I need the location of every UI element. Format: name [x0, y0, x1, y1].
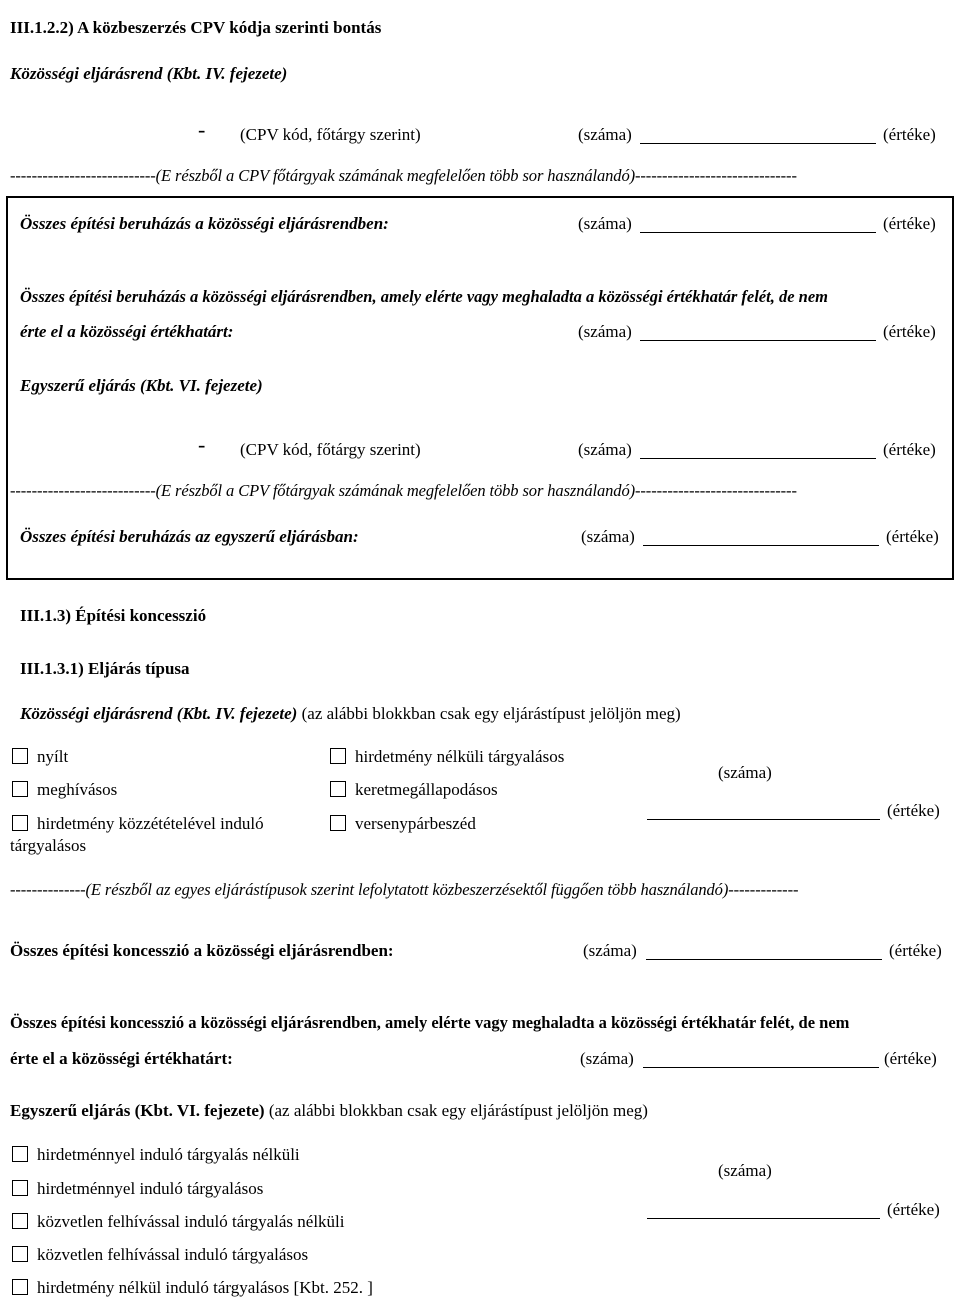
checkbox-option-1[interactable]: [12, 1146, 28, 1162]
count-label: (száma): [578, 440, 632, 459]
option-label: hirdetmény nélküli tárgyalásos: [355, 747, 565, 766]
value-field[interactable]: [647, 819, 880, 820]
value-label: (értéke): [883, 125, 936, 144]
option-label: keretmegállapodásos: [355, 780, 498, 799]
count-label: (száma): [578, 322, 632, 341]
cpv-label: (CPV kód, főtárgy szerint): [240, 125, 421, 144]
value-label: (értéke): [886, 527, 939, 546]
option-label: meghívásos: [37, 780, 118, 799]
regime-note: (az alábbi blokkban csak egy eljárástípust jelöljön meg): [268, 1101, 648, 1120]
option-label: hirdetmény nélkül induló tárgyalásos [Kbt. 252. ]: [37, 1278, 373, 1297]
option-label-cont: tárgyalásos: [10, 836, 87, 855]
checkbox-restricted[interactable]: [12, 781, 28, 797]
value-field[interactable]: [640, 143, 876, 144]
repeat-note: ---------------------------(E részből a CPV főtárgyak számának megfelelően több sor használandó)------------------------------: [10, 481, 797, 500]
option-label: versenypárbeszéd: [355, 814, 476, 833]
value-field[interactable]: [640, 340, 876, 341]
checkbox-competitive-dialogue[interactable]: [330, 815, 346, 831]
count-label: (száma): [578, 125, 632, 144]
option-label: hirdetménnyel induló tárgyalásos: [37, 1179, 264, 1198]
row-bullet: -: [198, 117, 206, 142]
repeat-note: ---------------------------(E részből a CPV főtárgyak számának megfelelően több sor használandó)------------------------------: [10, 166, 797, 185]
count-label: (száma): [581, 527, 635, 546]
option-label: hirdetménnyel induló tárgyalás nélküli: [37, 1145, 300, 1164]
regime-row: [10, 1101, 648, 1121]
value-field[interactable]: [640, 458, 876, 459]
value-label: (értéke): [883, 214, 936, 233]
section-heading: III.1.3) Építési koncesszió: [20, 606, 207, 625]
regime-title: Közösségi eljárásrend (Kbt. IV. fejezete): [20, 704, 298, 723]
total-label: Összes építési beruházás a közösségi eljárásrendben:: [20, 214, 389, 233]
checkbox-framework[interactable]: [330, 781, 346, 797]
count-label: (száma): [578, 214, 632, 233]
value-field[interactable]: [646, 959, 882, 960]
checkbox-option-3[interactable]: [12, 1213, 28, 1229]
value-label: (értéke): [884, 1049, 937, 1068]
subsection-heading: III.1.3.1) Eljárás típusa: [20, 659, 190, 678]
regime-title: Közösségi eljárásrend (Kbt. IV. fejezete): [10, 64, 288, 83]
checkbox-option-2[interactable]: [12, 1180, 28, 1196]
count-label: (száma): [583, 941, 637, 960]
value-label: (értéke): [887, 801, 940, 820]
row-bullet: -: [198, 432, 206, 457]
value-field[interactable]: [640, 232, 876, 233]
repeat-note: --------------(E részből az egyes eljárástípusok szerint lefolytatott közbeszerzésektől függően több használandó)-------------: [10, 880, 799, 899]
checkbox-negotiated-without-notice[interactable]: [330, 748, 346, 764]
regime-row: [20, 704, 681, 724]
checkbox-option-4[interactable]: [12, 1246, 28, 1262]
value-label: (értéke): [887, 1200, 940, 1219]
regime-title: Egyszerű eljárás (Kbt. VI. fejezete): [10, 1101, 265, 1120]
option-label: közvetlen felhívással induló tárgyalás nélküli: [37, 1212, 345, 1231]
value-label: (értéke): [883, 322, 936, 341]
count-label: (száma): [718, 763, 772, 782]
total-label: Összes építési koncesszió a közösségi eljárásrendben:: [10, 941, 394, 960]
checkbox-negotiated-with-notice[interactable]: [12, 815, 28, 831]
half-threshold-label: Összes építési beruházás a közösségi eljárásrendben, amely elérte vagy meghaladta a közösségi értékhatár felét, de nem: [20, 287, 828, 306]
value-field[interactable]: [643, 1067, 879, 1068]
option-label: közvetlen felhívással induló tárgyalásos: [37, 1245, 309, 1264]
half-threshold-label-cont: érte el a közösségi értékhatárt:: [10, 1049, 233, 1068]
regime-title: Egyszerű eljárás (Kbt. VI. fejezete): [20, 376, 263, 395]
checkbox-option-5[interactable]: [12, 1279, 28, 1295]
value-label: (értéke): [889, 941, 942, 960]
section-heading: III.1.2.2) A közbeszerzés CPV kódja szerinti bontás: [10, 18, 382, 37]
option-label: nyílt: [37, 747, 69, 766]
value-field[interactable]: [647, 1218, 880, 1219]
checkbox-open[interactable]: [12, 748, 28, 764]
total-label: Összes építési beruházás az egyszerű eljárásban:: [20, 527, 359, 546]
regime-note: (az alábbi blokkban csak egy eljárástípust jelöljön meg): [301, 704, 681, 723]
half-threshold-label: Összes építési koncesszió a közösségi eljárásrendben, amely elérte vagy meghaladta a közösségi értékhatár felét, de nem: [10, 1013, 850, 1032]
value-label: (értéke): [883, 440, 936, 459]
count-label: (száma): [580, 1049, 634, 1068]
value-field[interactable]: [643, 545, 879, 546]
option-label: hirdetmény közzétételével induló: [37, 814, 264, 833]
half-threshold-label-cont: érte el a közösségi értékhatárt:: [20, 322, 234, 341]
cpv-label: (CPV kód, főtárgy szerint): [240, 440, 421, 459]
count-label: (száma): [718, 1161, 772, 1180]
